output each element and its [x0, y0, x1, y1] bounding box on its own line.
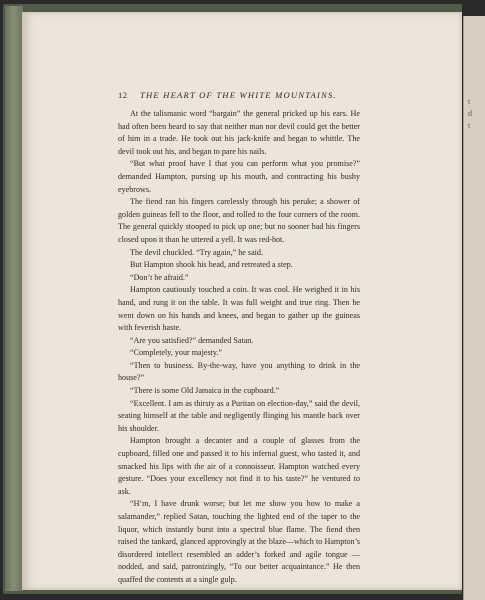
paragraph: “There is some Old Jamaica in the cupboard.”: [130, 386, 280, 396]
paragraph: Hampton cautiously touched a coin. It was cool. He weighed it in his hand, and rung it on the table. It was full weight and true ring. Then he went down on his hands and knees, and began to gather up the guineas with feverish haste.: [118, 285, 360, 333]
paragraph: “Completely, your majesty.”: [130, 348, 223, 358]
running-header: [118, 90, 350, 100]
paragraph: “H’m, I have drunk worse; but let me show you how to make a salamander,” replied Satan, touching the lighted end of the taper to the liquor, which instantly burst into a spectral blue flame. The fiend then raised the tankard, glanced approvingly at the blaze—which to Hampton’s disordered intellect resembled an adder’s forked and agile tongue — nodded, and said, patronizingly, “To our better acquaintance.” He then quaffed the contents at a single gulp.: [118, 499, 360, 584]
paragraph: “Don’t be afraid.”: [130, 272, 189, 282]
paragraph: At the talismanic word “bargain” the general pricked up his ears. He had often been heard to say that neither man nor devil could get the better of him in a trade. He took out his jack-knife and began to whittle. The devil took out his, and began to pare his nails.: [118, 109, 360, 156]
running-title: THE HEART OF THE WHITE MOUNTAINS.: [140, 90, 337, 100]
paragraph: Hampton brought a decanter and a couple of glasses from the cupboard, filled one and passed it to his infernal guest, who tasted it, and smacked his lips with the air of a connoisseur. Hampton watched every gesture. “Does your excellency not find it to his taste?” he ventured to ask.: [118, 436, 360, 496]
body-text: [118, 108, 360, 587]
paragraph: “Then to business. By-the-way, have you anything to drink in the house?”: [118, 360, 360, 383]
facing-page-edge: [463, 16, 485, 600]
paragraph: “Are you satisfied?” demanded Satan.: [130, 335, 254, 345]
paragraph: The fiend ran his fingers carelessly through his peruke; a shower of golden guineas fell to the floor, and rolled to the four corners of the room. The general quickly stooped to pick up one; but no sooner had his fingers closed upon it than he uttered a yell. It was red-hot.: [118, 197, 360, 244]
page-number: 12: [118, 90, 128, 100]
book-spine-edge: [5, 6, 23, 591]
paragraph: “Excellent. I am as thirsty as a Puritan on election-day,” said the devil, seating himself at the table and negligently flinging his mantle back over his shoulder.: [118, 398, 360, 433]
facing-page-fragment: t d t: [468, 97, 472, 130]
paragraph: “But what proof have I that you can perform what you promise?” demanded Hampton, pursing up his mouth, and contracting his bushy eyebrows.: [118, 159, 360, 194]
paragraph: But Hampton shook his head, and retreated a step.: [130, 260, 293, 270]
paragraph: The devil chuckled. “Try again,” he said.: [130, 247, 263, 257]
